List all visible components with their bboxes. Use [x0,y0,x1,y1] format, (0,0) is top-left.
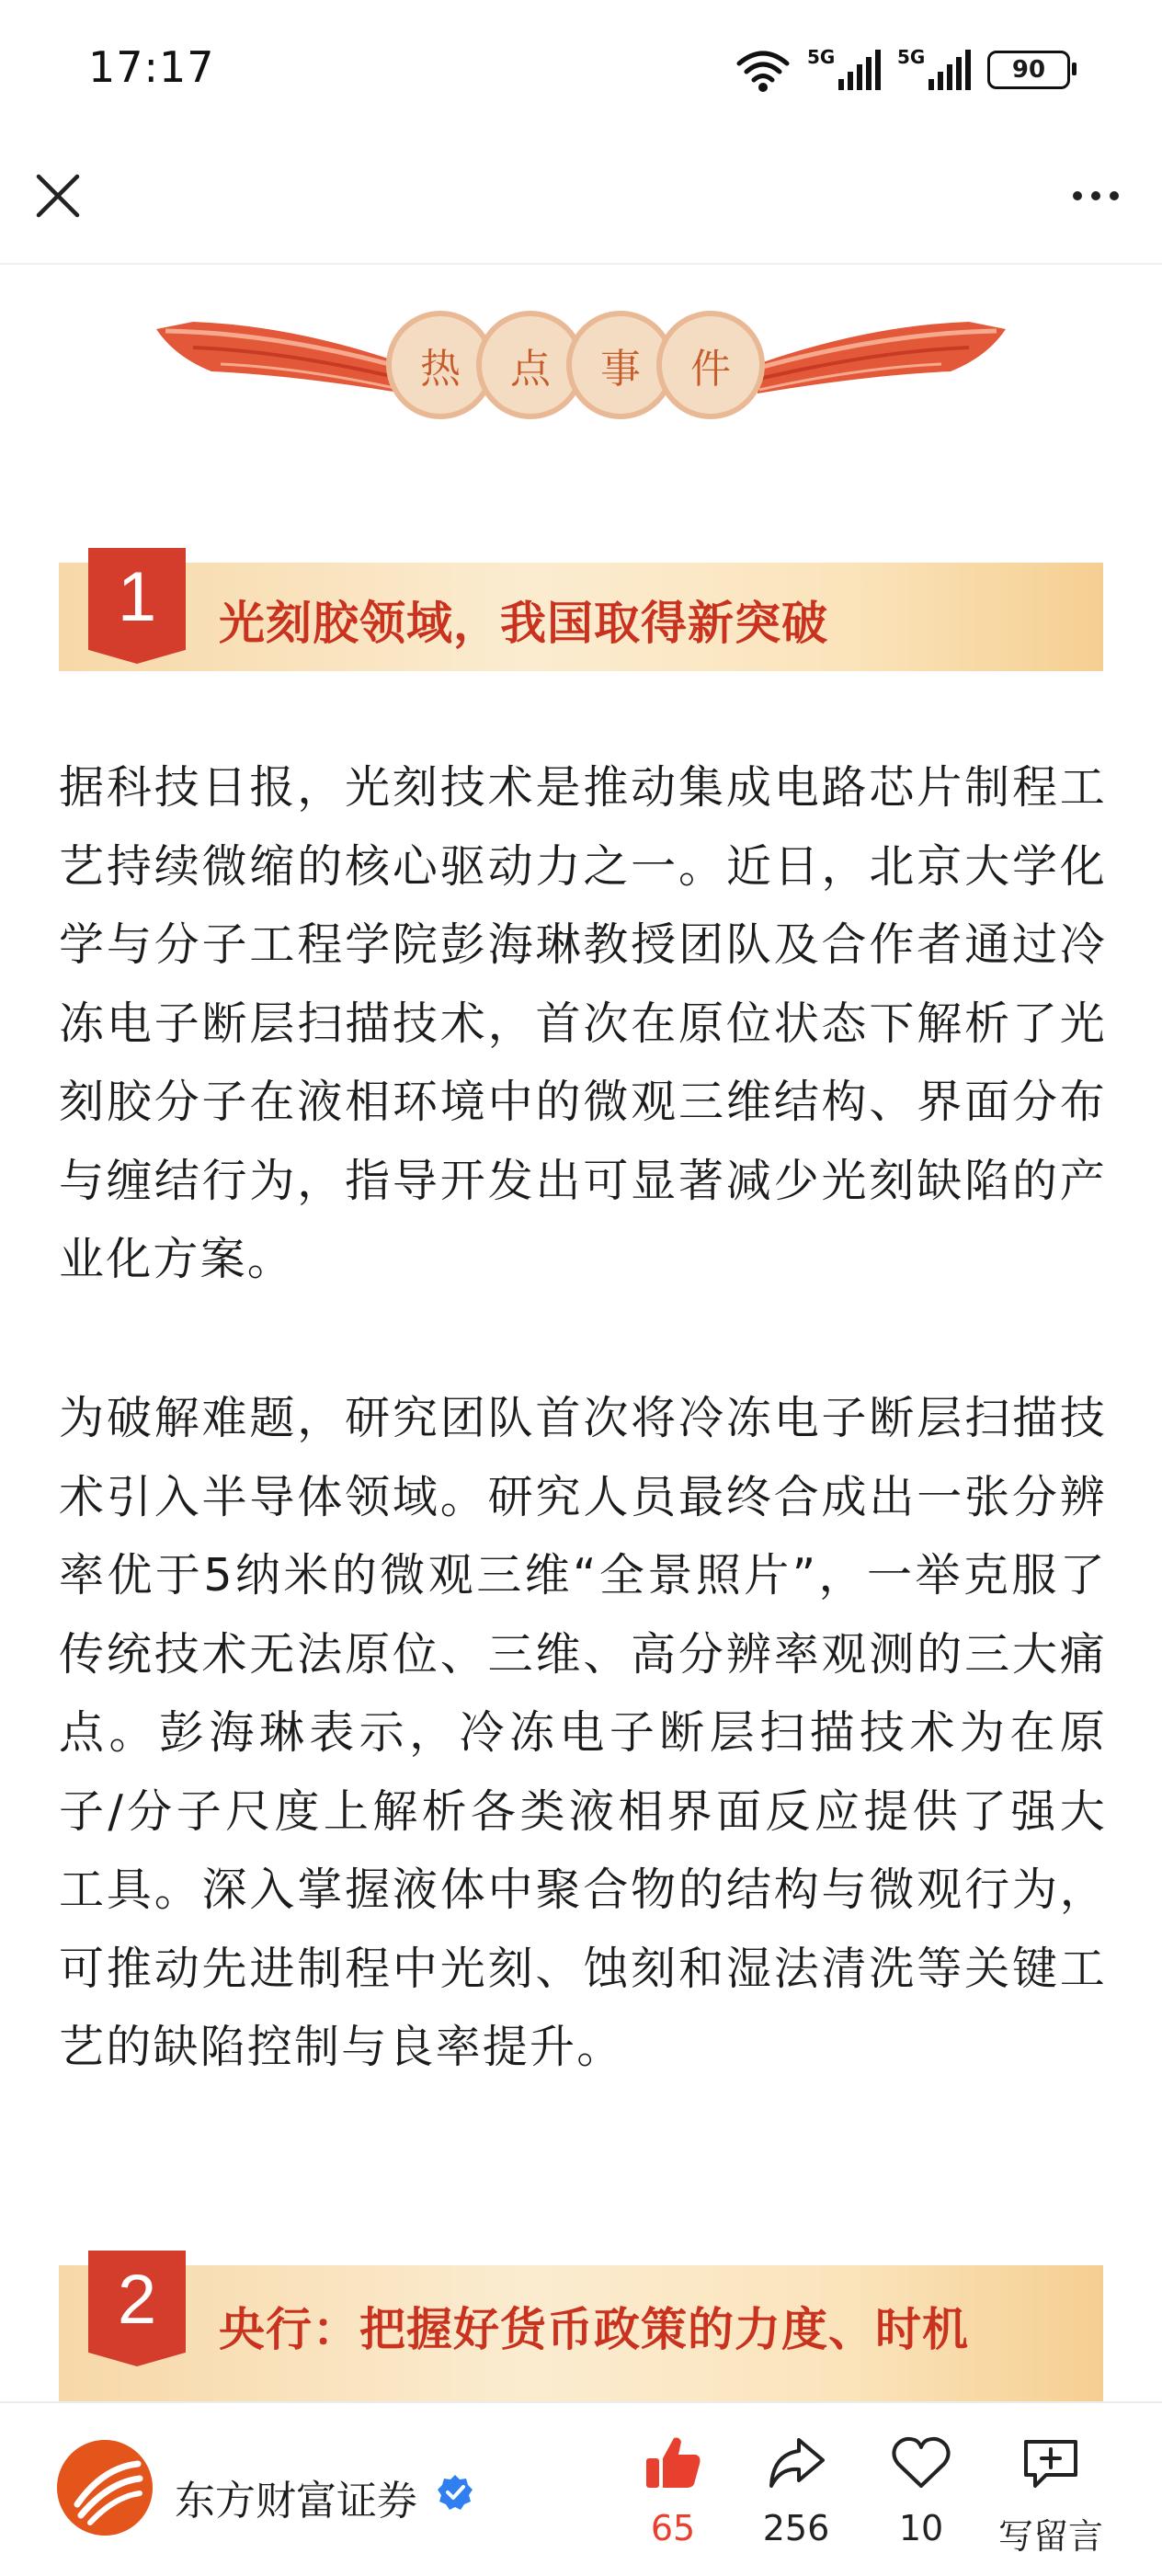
banner-char: 事 [566,311,675,419]
share-icon [764,2431,828,2495]
banner-char: 热 [386,311,495,419]
bottom-action-bar [0,2401,1162,2576]
hot-events-banner [156,303,1006,428]
thumbs-up-icon [641,2431,705,2495]
cell-signal-1 [807,46,881,94]
banner-title [386,311,765,419]
section-number: 2 [117,2261,157,2339]
status-time: 17:17 [88,42,215,92]
share-button[interactable] [741,2431,851,2548]
cell-signal-2 [897,46,971,94]
account-logo-icon [57,2440,153,2536]
section-header-1 [59,558,1103,671]
signal-bars-icon [928,50,971,90]
section-title: 央行：把握好货币政策的力度、时机 [219,2303,969,2356]
section-header-2 [59,2261,1103,2401]
top-nav-bar [0,138,1162,265]
network-type-1: 5G [807,46,836,68]
battery-indicator: 90 [987,51,1070,89]
banner-char: 点 [476,311,585,419]
wifi-icon [735,47,791,93]
article-paragraph-1: 据科技日报，光刻技术是推动集成电路芯片制程工艺持续微缩的核心驱动力之一。近日，北京大学化学与分子工程学院彭海琳教授团队及合作者通过冷冻电子断层扫描技术，首次在原位状态下解析了光刻胶分子在液相环境中的微观三维结构、界面分布与缠结行为，指导开发出可显著减少光刻缺陷的产业化方案。 [59,761,1107,1285]
article-paragraph-2: 为破解难题，研究团队首次将冷冻电子断层扫描技术引入半导体领域。研究人员最终合成出一张分辨率优于5纳米的微观三维“全景照片”，一举克服了传统技术无法原位、三维、高分辨率观测的三大痛点。彭海琳表示，冷冻电子断层扫描技术为在原子/分子尺度上解析各类液相界面反应提供了强大工具。深入掌握液体中聚合物的结构与微观行为，可推动先进制程中光刻、蚀刻和湿法清洗等关键工艺的缺陷控制与良率提升。 [59,1392,1107,2073]
close-icon [28,165,88,226]
comment-button[interactable] [991,2431,1111,2559]
more-options-button[interactable] [1059,173,1133,219]
close-button[interactable] [28,165,88,226]
signal-bars-icon [838,50,881,90]
left-wing-decoration [156,320,414,412]
favorite-count: 10 [898,2508,944,2548]
section-number-badge [88,2251,186,2366]
right-wing-decoration [748,320,1006,412]
section-number: 1 [117,558,157,636]
account-avatar[interactable] [57,2440,153,2536]
share-count: 256 [762,2508,830,2548]
network-type-2: 5G [897,46,926,68]
banner-char: 件 [656,311,765,419]
verified-badge-icon [436,2473,474,2512]
more-horizontal-icon [1073,191,1082,200]
like-button[interactable] [618,2431,728,2548]
section-number-badge [88,548,186,664]
favorite-button[interactable] [866,2431,976,2548]
account-name[interactable]: 东方财富证券 [175,2478,417,2525]
heart-icon [889,2431,953,2495]
status-icons [735,44,1070,96]
like-count: 65 [650,2508,696,2548]
status-bar [0,0,1162,138]
comment-add-icon [1019,2431,1083,2495]
section-title: 光刻胶领域，我国取得新突破 [219,597,828,650]
comment-label: 写留言 [997,2516,1103,2557]
